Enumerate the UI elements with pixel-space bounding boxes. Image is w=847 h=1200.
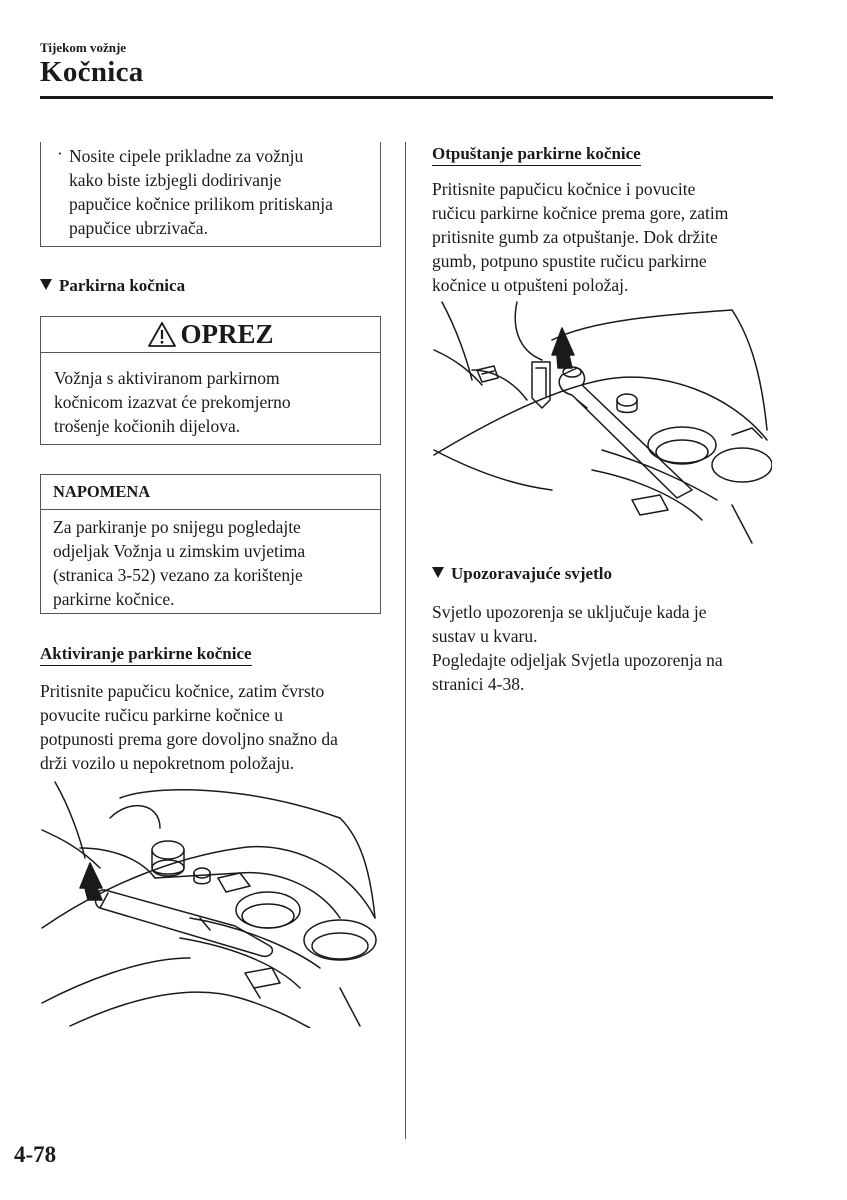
title-rule [40, 96, 773, 99]
caution-header [41, 317, 380, 353]
text-line: kako biste izbjegli dodirivanje [69, 170, 282, 190]
text-line: Pritisnite papučicu kočnice, zatim čvrsto [40, 681, 325, 701]
text-line: povucite ručicu parkirne kočnice u [40, 705, 283, 725]
triangle-down-icon [40, 279, 52, 290]
note-box [40, 474, 381, 614]
caution-title: OPREZ [180, 319, 274, 349]
page-title: Kočnica [40, 56, 144, 88]
column-divider [405, 142, 406, 1139]
parking-brake-heading [40, 276, 185, 296]
release-heading: Otpuštanje parkirne kočnice [432, 144, 641, 166]
caution-box [40, 316, 381, 445]
release-paragraph [432, 177, 782, 297]
text-line: Vožnja s aktiviranom parkirnom [54, 368, 280, 388]
text-line: odjeljak Vožnja u zimskim uvjetima [53, 541, 306, 561]
triangle-down-icon [432, 567, 444, 578]
text-line: kočnicom izazvat će prekomjerno [54, 392, 291, 412]
release-illustration [432, 300, 772, 545]
text-line: trošenje kočionih dijelova. [54, 416, 241, 436]
warning-light-heading-text: Upozoravajuće svjetlo [451, 564, 612, 583]
page-number: 4-78 [14, 1142, 57, 1167]
text-line: Za parkiranje po snijegu pogledajte [53, 517, 301, 537]
text-line: Pritisnite papučicu kočnice i povucite [432, 179, 696, 199]
text-line: parkirne kočnice. [53, 589, 175, 609]
text-line: pritisnite gumb za otpuštanje. Dok držite [432, 227, 718, 247]
text-line: stranici 4-38. [432, 674, 525, 694]
text-line: Nosite cipele prikladne za vožnju [69, 146, 304, 166]
text-line: ručicu parkirne kočnice prema gore, zatim [432, 203, 729, 223]
section-label: Tijekom vožnje [40, 40, 127, 55]
text-line: potpunosti prema gore dovoljno snažno da [40, 729, 338, 749]
bullet-text [69, 144, 374, 240]
text-line: gumb, potpuno spustite ručicu parkirne [432, 251, 707, 271]
text-line: papučice kočnice prilikom pritiskanja [69, 194, 333, 214]
warning-triangle-icon [147, 321, 177, 348]
note-body [41, 510, 366, 611]
bullet-box [40, 142, 381, 247]
text-line: papučice ubrzivača. [69, 218, 208, 238]
warning-light-paragraph [432, 600, 782, 696]
caution-body [41, 353, 361, 438]
text-line: sustav u kvaru. [432, 626, 538, 646]
text-line: kočnice u otpušteni položaj. [432, 275, 629, 295]
text-line: Svjetlo upozorenja se uključuje kada je [432, 602, 707, 622]
text-line: drži vozilo u nepokretnom položaju. [40, 753, 295, 773]
note-header: NAPOMENA [41, 475, 380, 510]
parking-brake-heading-text: Parkirna kočnica [59, 276, 186, 295]
bullet-dot: · [57, 144, 63, 163]
activate-illustration [40, 778, 385, 1028]
activate-paragraph [40, 679, 390, 775]
text-line: Pogledajte odjeljak Svjetla upozorenja na [432, 650, 723, 670]
activate-heading: Aktiviranje parkirne kočnice [40, 644, 252, 666]
warning-light-heading [432, 564, 612, 584]
text-line: (stranica 3-52) vezano za korištenje [53, 565, 303, 585]
